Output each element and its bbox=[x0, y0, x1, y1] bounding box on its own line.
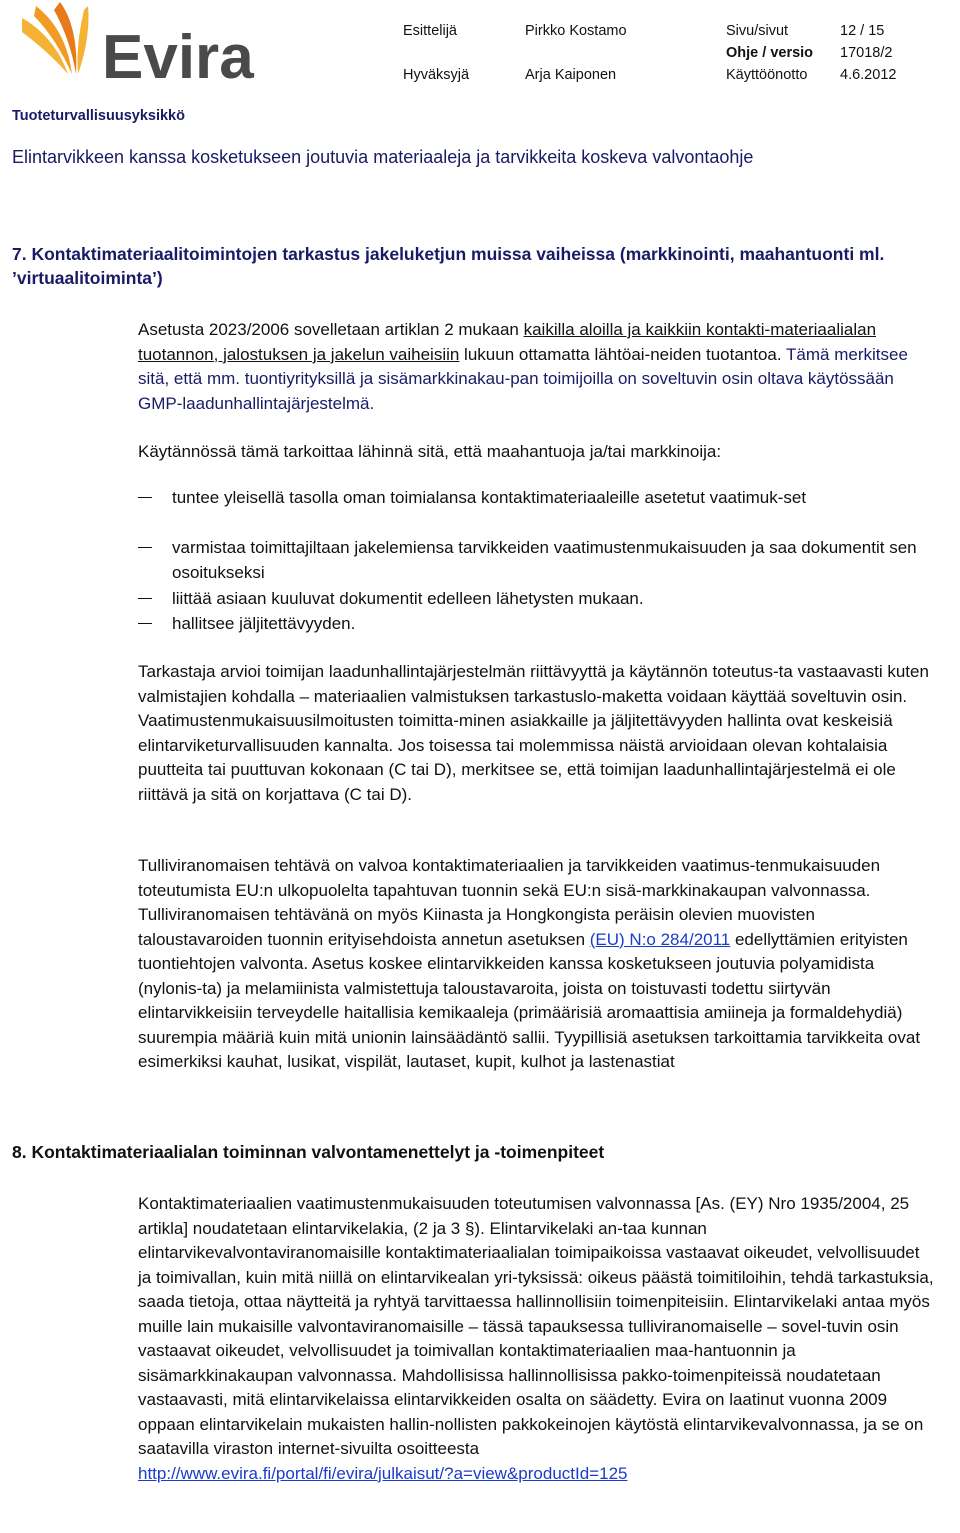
dash-bullet-icon bbox=[138, 623, 152, 624]
section-7-paragraph-3: Tarkastaja arvioi toimijan laadunhallintajärjestelmän riittävyyttä ja käytännön toteutus-ta vastaavasti kuten valmistajien kohdalla – materiaalien valmistuksen tarkastuslo-maketta voidaan käyttää soveltuvin osin. Vaatimustenmukaisuusilmoitusten toimitta-minen asiakkaille ja jäljitettävyyden hallinta ovat keskeisiä elintarviketurvallisuuden kannalta. Jos toisessa tai molemmissa näistä arvioidaan olevan kohtalaisia puutteita tai puuttuvan kokonaan (C tai D), merkitsee se, että toimijan laadunhallintajärjestelmä ei ole riittävä ja sitä on korjattava (C tai D). bbox=[138, 662, 929, 804]
regulation-link[interactable]: (EU) N:o 284/2011 bbox=[589, 929, 731, 949]
header-esittelija-label: Esittelijä bbox=[403, 23, 457, 39]
evira-logo bbox=[14, 2, 276, 88]
logo-leaves bbox=[22, 2, 89, 74]
header-unit: Tuoteturvallisuusyksikkö bbox=[12, 108, 185, 124]
header-approver-label: Hyväksyjä bbox=[403, 67, 470, 83]
header-esittelija-name: Pirkko Kostamo bbox=[525, 23, 627, 39]
section-7-paragraph-1 bbox=[138, 318, 934, 416]
section-7-p1-part-a: Asetusta 2023/2006 sovelletaan artiklan 2 mukaan bbox=[138, 320, 524, 339]
header-approver-name: Arja Kaiponen bbox=[525, 67, 617, 83]
list-item-text: tuntee yleisellä tasolla oman toimialansa kontaktimateriaaleille asetetut vaatimuk-set bbox=[172, 488, 807, 507]
section-7-paragraph-4 bbox=[138, 854, 934, 1075]
document-title: Elintarvikkeen kanssa kosketukseen joutuvia materiaaleja ja tarvikkeita koskeva valvontaohje bbox=[12, 147, 754, 167]
section-7-p1-part-c: Tämä merkitsee sitä, että mm. tuontiyrityksillä ja sisämarkkinakau-pan toimijoilla on soveltuvin osin oltava käytössään GMP-laadunhallintajärjestelmä. bbox=[138, 344, 908, 413]
section-8-p1-text: Kontaktimateriaalien vaatimustenmukaisuuden toteutumisen valvonnassa [As. (EY) Nro 1935/2004, 25 artikla] noudatetaan elintarvikelakia, (2 ja 3 §). Elintarvikelaki an-taa kunnan elintarvikevalvontaviranomaisille kontaktimateriaalialan toimipaikoissa vastaavat oikeudet, velvollisuudet ja toimivallan, kuin mitä niillä on elintarvikealan yri-tyksissä: oikeus päästä toimitiloihin, tehdä tarkastuksia, saada tietoja, ottaa näytteitä ja ryhtyä tarvittaessa hallinnollisiin toimenpiteisiin. Elintarvikelaki antaa myös muille lain mukaisille valvontaviranomaisille – tässä tapauksessa tulliviranomaiselle – sovel-tuvin osin vastaavat oikeudet, velvollisuudet ja toimivallan kontaktimateriaalien maa-hantuonnin ja sisämarkkinakaupan valvonnassa. Mahdollisissa hallinnollisissa pakko-toimenpiteissä noudatetaan vastaavasti, mitä elintarvikelaissa elintarvikkeiden osalta on säädetty. Evira on laatinut vuonna 2009 oppaan elintarvikelain mukaisten hallin-nollisten pakkokeinojen käytöstä elintarvikevalvonnassa, ja se on saatavilla viraston internet-sivuilta osoitteesta bbox=[138, 1194, 934, 1458]
header-pages-value: 12 / 15 bbox=[840, 23, 885, 39]
dash-bullet-icon bbox=[138, 598, 152, 599]
list-item bbox=[138, 486, 934, 511]
section-8-heading: 8. Kontaktimateriaalialan toiminnan valvontamenettelyt ja -toimenpiteet bbox=[12, 1142, 605, 1162]
evira-url-link[interactable]: http://www.evira.fi/portal/fi/evira/julkaisut/?a=view&productId=125 bbox=[138, 1463, 628, 1483]
dash-bullet-icon bbox=[138, 547, 152, 548]
list-item bbox=[138, 536, 934, 585]
section-7-p4-part-b: edellyttämien erityisten tuontiehtojen valvonta. Asetus koskee elintarvikkeiden kanssa kosketukseen joutuvia polyamidista (nylonis-ta) ja melamiinista valmistettuja taloustavaroita, joista on toistuvasti todettu siirtyvän elintarvikkeisiin terveydelle haitallisia kemikaaleja (primäärisiä aromaattisia amiineja ja formaldehydiä) suurempia määriä kuin mitä unionin lainsäädäntö sallii. Tyypillisiä asetuksen tarkoittamia tarvikkeita ovat esimerkiksi kauhat, lusikat, vispilät, lautaset, kupit, kulhot ja lastenastiat bbox=[138, 929, 921, 1071]
section-7-p1-part-b: lukuun ottamatta lähtöai-neiden tuotantoa. bbox=[459, 344, 787, 364]
list-item bbox=[138, 587, 934, 612]
section-7-p4-part-a: Tulliviranomaisen tehtävä on valvoa kontaktimateriaalien ja tarvikkeiden vaatimus-tenmukaisuuden toteutumista EU:n ulkopuolelta tapahtuvan tuonnin sekä EU:n sisä-markkinakaupan valvonnassa. Tulliviranomaisen tehtävänä on myös Kiinasta ja Hongkongista peräisin olevien muovisten taloustavaroiden tuonnin erityisehdoista annetun asetuksen bbox=[138, 856, 881, 949]
list-item bbox=[138, 612, 934, 637]
dash-bullet-icon bbox=[138, 497, 152, 498]
list-item-text: hallitsee jäljitettävyyden. bbox=[172, 614, 356, 633]
section-7-paragraph-2: Käytännössä tämä tarkoittaa lähinnä sitä, että maahantuoja ja/tai markkinoija: bbox=[138, 442, 722, 461]
list-item-text: liittää asiaan kuuluvat dokumentit edelleen lähetysten mukaan. bbox=[172, 589, 644, 608]
logo-text: Evira bbox=[102, 23, 254, 88]
list-item-text: varmistaa toimittajiltaan jakelemiensa tarvikkeiden vaatimustenmukaisuuden ja saa dokumentit sen osoitukseksi bbox=[172, 538, 917, 582]
header-adoption-label: Käyttöönotto bbox=[726, 67, 808, 83]
section-7-p1-underlined: kaikilla aloilla ja kaikkiin kontakti-materiaalialan tuotannon, jalostuksen ja jakelun vaiheisiin bbox=[138, 320, 877, 364]
logo-leaf-4 bbox=[77, 6, 88, 74]
section-8-paragraph-1 bbox=[138, 1192, 934, 1486]
header-adoption-date: 4.6.2012 bbox=[840, 67, 897, 83]
section-7-heading: 7. Kontaktimateriaalitoimintojen tarkastus jakeluketjun muissa vaiheissa (markkinointi, maahantuonti ml. ’virtuaalitoiminta’) bbox=[12, 244, 885, 288]
header-guide-label: Ohje / versio bbox=[726, 45, 814, 61]
header-pages-label: Sivu/sivut bbox=[726, 23, 789, 39]
header-guide-value: 17018/2 bbox=[840, 45, 893, 61]
